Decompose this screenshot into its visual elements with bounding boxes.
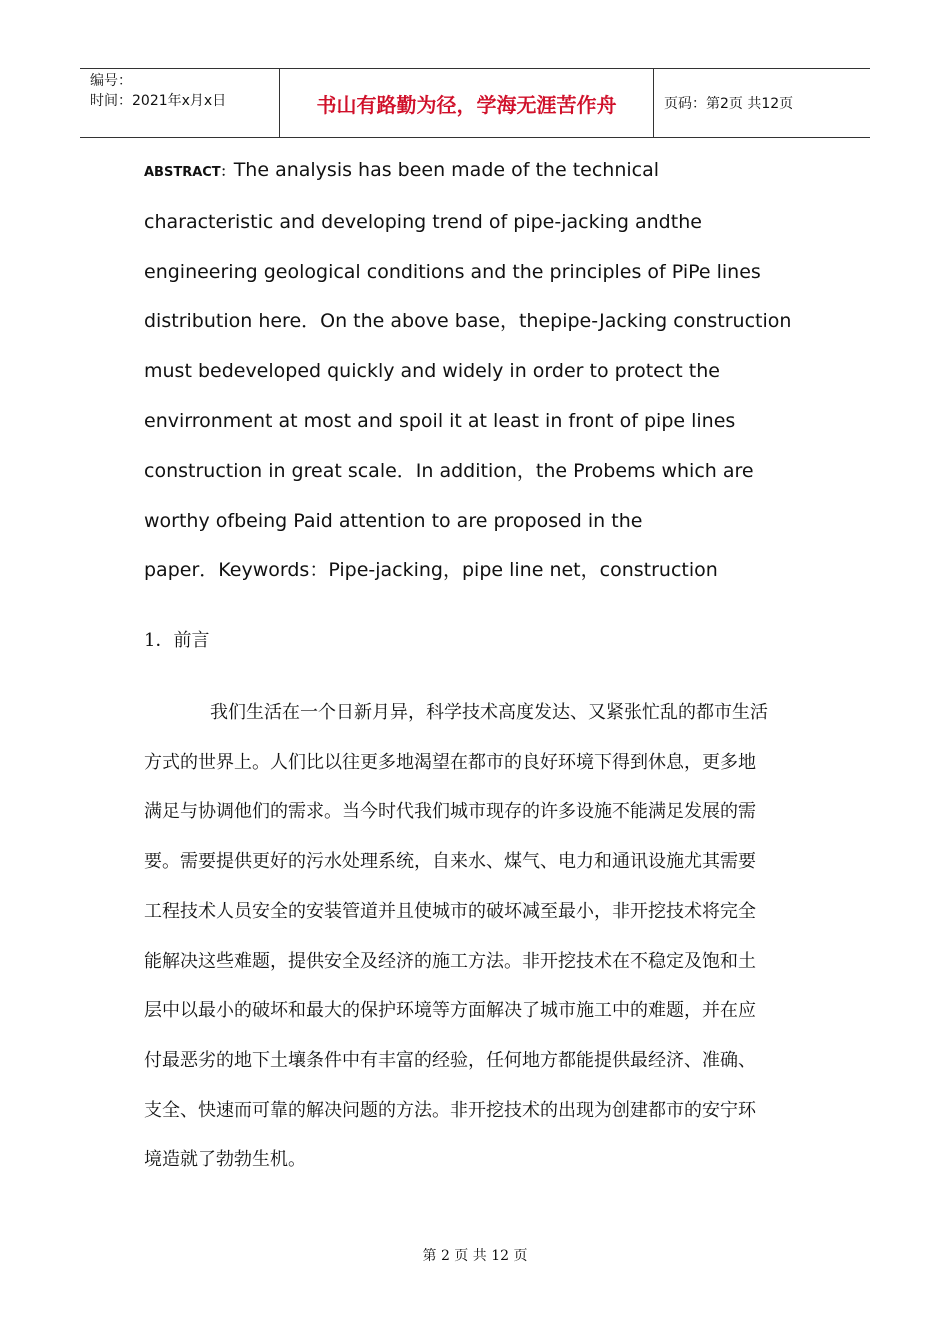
body-line: 付最恶劣的地下土壤条件中有丰富的经验，任何地方都能提供最经济、准确、: [144, 1049, 756, 1071]
abstract-line: characteristic and developing trend of pipe-jacking andthe: [144, 210, 702, 233]
header-meta: [80, 69, 280, 137]
body-line: 方式的世界上。人们比以往更多地渴望在都市的良好环境下得到休息，更多地: [144, 751, 756, 773]
body-line-text: 我们生活在一个日新月异，科学技术高度发达、又紧张忙乱的都市生活: [210, 702, 768, 723]
abstract-line: envirronment at most and spoil it at least in front of pipe lines: [144, 409, 736, 432]
abstract-line: construction in great scale．In addition，the Probems which are: [144, 459, 754, 482]
document-number-label: 编号：: [90, 73, 132, 89]
body-line: 要。需要提供更好的污水处理系统，自来水、煤气、电力和通讯设施尤其需要: [144, 851, 756, 873]
body-line: 满足与协调他们的需求。当今时代我们城市现存的许多设施不能满足发展的需: [144, 801, 756, 823]
body-line: [144, 688, 814, 738]
document-date: 时间：2021年x月x日: [90, 93, 227, 109]
body-line: 工程技术人员安全的安装管道并且使城市的破坏减至最小，非开挖技术将完全: [144, 900, 756, 922]
body-line: 支全、快速而可靠的解决问题的方法。非开挖技术的出现为创建都市的安宁环: [144, 1099, 756, 1121]
abstract-line: distribution here．On the above base，thepipe-Jacking construction: [144, 310, 792, 333]
abstract-line: worthy ofbeing Paid attention to are proposed in the: [144, 509, 643, 532]
abstract-line: paper．Keywords：Pipe-jacking，pipe line net，construction: [144, 559, 718, 582]
body-line: 境造就了勃勃生机。: [144, 1149, 306, 1171]
section-heading: 1．前言: [144, 630, 210, 651]
abstract-line: engineering geological conditions and the principles of PiPe lines: [144, 260, 761, 283]
body-line: 能解决这些难题，提供安全及经济的施工方法。非开挖技术在不稳定及饱和土: [144, 950, 756, 972]
abstract-block: [144, 146, 814, 596]
page-header: [80, 68, 870, 138]
body-paragraph: [144, 688, 814, 1185]
abstract-line: [144, 146, 814, 198]
header-page-info: 页码：第2页 共12页: [664, 96, 794, 112]
body-line: 层中以最小的破坏和最大的保护环境等方面解决了城市施工中的难题，并在应: [144, 1000, 756, 1022]
abstract-line-text: The analysis has been made of the technical: [233, 159, 660, 181]
abstract-label: ABSTRACT：: [144, 165, 234, 180]
header-motto: 书山有路勤为径，学海无涯苦作舟: [280, 69, 654, 137]
page-footer: 第 2 页 共 12 页: [422, 1248, 528, 1264]
abstract-line: must bedeveloped quickly and widely in order to protect the: [144, 360, 720, 383]
